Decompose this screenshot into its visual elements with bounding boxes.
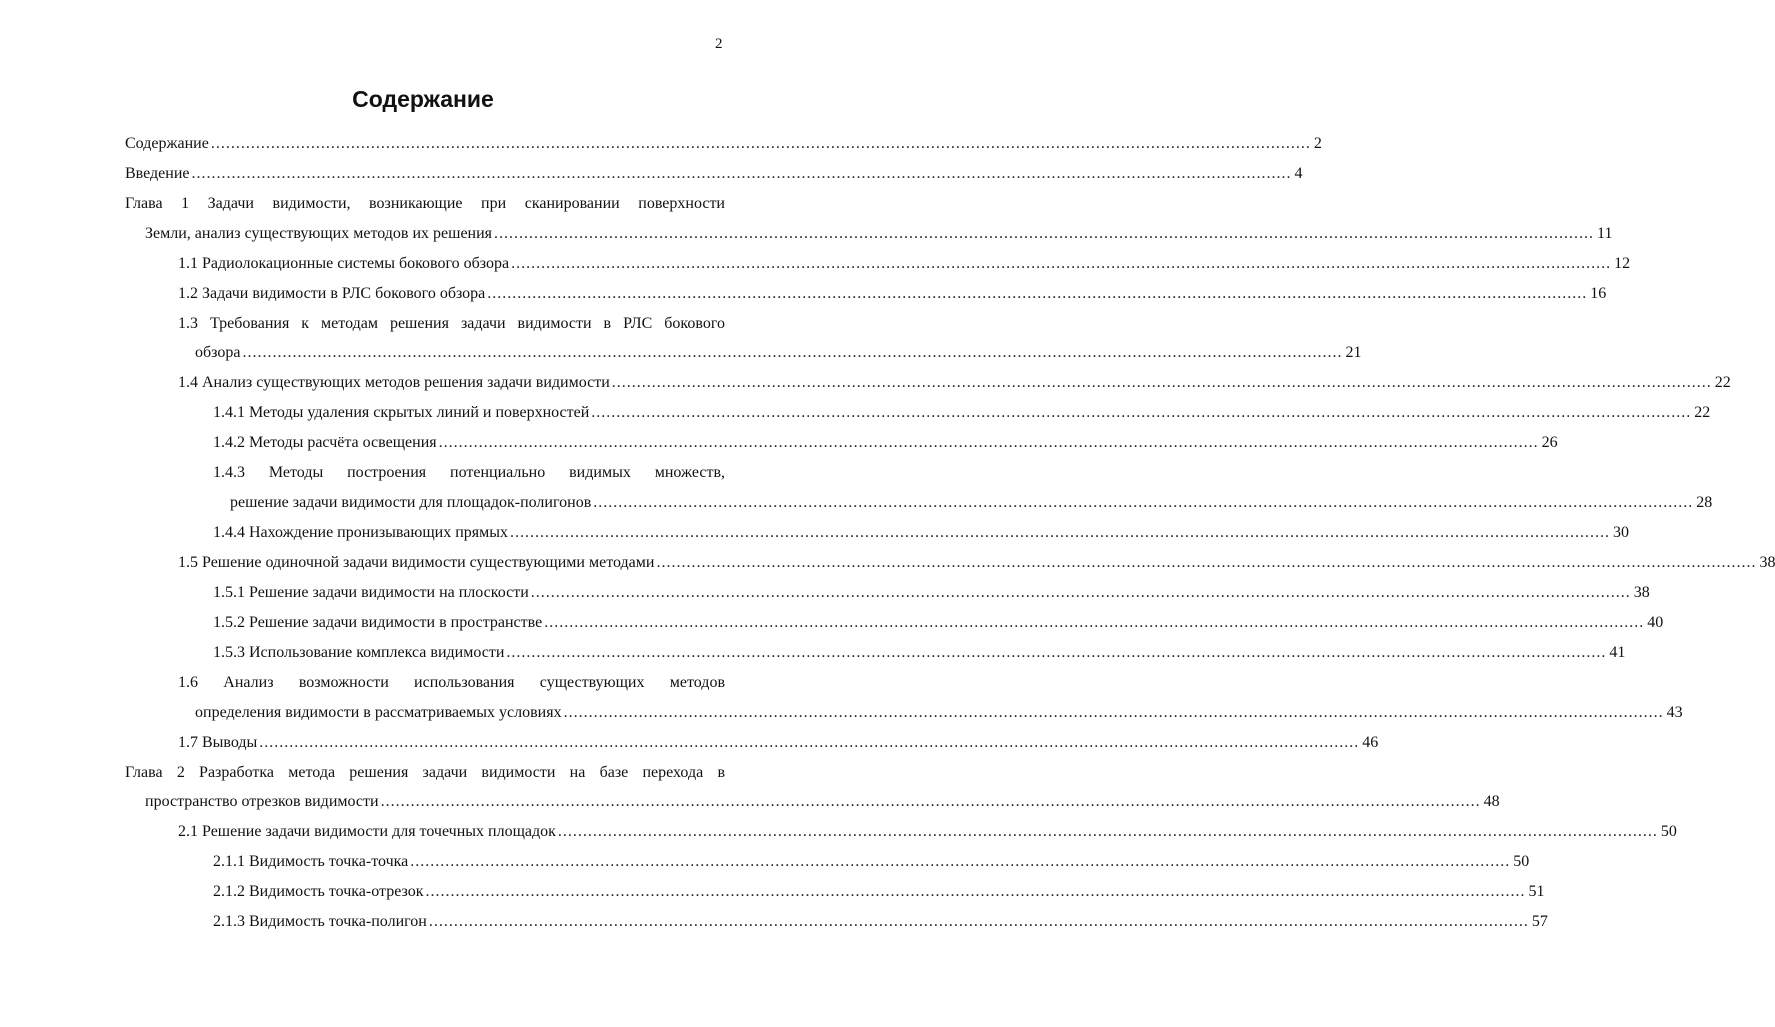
toc-entry-text: 2.1.2 Видимость точка-отрезок <box>213 883 424 900</box>
toc-entry-page: 4 <box>1294 165 1303 182</box>
leader-dots: ............................................................................................................................................................................................................................ <box>410 853 1511 870</box>
toc-entry-text: обзора <box>195 344 241 361</box>
leader-dots: ............................................................................................................................................................................................................................ <box>487 285 1588 302</box>
toc-entry-text: определения видимости в рассматриваемых условиях <box>195 704 562 721</box>
leader-dots: ............................................................................................................................................................................................................................ <box>506 644 1607 661</box>
leader-dots: ............................................................................................................................................................................................................................ <box>210 135 1311 152</box>
toc-entry-first-line: 1.3 Требования к методам решения задачи видимости в РЛС бокового <box>178 315 725 332</box>
toc-entry-text: пространство отрезков видимости <box>145 793 379 810</box>
leader-dots: ............................................................................................................................................................................................................................ <box>563 704 1664 721</box>
toc-entry-text: 1.1 Радиолокационные системы бокового обзора <box>178 255 510 272</box>
toc-entry-page: 50 <box>1660 823 1677 840</box>
toc-entry-page: 38 <box>1633 584 1650 601</box>
page-number: 2 <box>715 36 723 52</box>
toc-entry-page: 38 <box>1759 554 1775 571</box>
toc-entry <box>213 523 1630 543</box>
toc-entry <box>195 703 1683 723</box>
toc-entry-text: 1.5.1 Решение задачи видимости на плоскости <box>213 584 529 601</box>
toc-entry-page: 40 <box>1647 614 1664 631</box>
toc-entry-text: Земли, анализ существующих методов их решения <box>145 225 493 242</box>
leader-dots: ............................................................................................................................................................................................................................ <box>259 734 1360 751</box>
toc-entry-page: 57 <box>1531 913 1548 930</box>
toc-entry <box>178 373 1731 393</box>
leader-dots: ............................................................................................................................................................................................................................ <box>494 225 1595 242</box>
leader-dots: ............................................................................................................................................................................................................................ <box>510 524 1611 541</box>
leader-dots: ............................................................................................................................................................................................................................ <box>557 823 1658 840</box>
toc-entry-text: 1.4 Анализ существующих методов решения задачи видимости <box>178 374 610 391</box>
toc-entry <box>178 733 1379 753</box>
toc-entry-page: 2 <box>1313 135 1322 152</box>
leader-dots: ............................................................................................................................................................................................................................ <box>425 883 1526 900</box>
toc-entry <box>213 852 1530 872</box>
toc-entry-page: 43 <box>1666 704 1683 721</box>
toc-entry-page: 46 <box>1362 734 1379 751</box>
toc-entry-text: 2.1.3 Видимость точка-полигон <box>213 913 427 930</box>
leader-dots: ............................................................................................................................................................................................................................ <box>530 584 1631 601</box>
leader-dots: ............................................................................................................................................................................................................................ <box>611 374 1712 391</box>
toc-entry <box>213 403 1711 423</box>
toc-entry-text: 1.5.2 Решение задачи видимости в пространстве <box>213 614 543 631</box>
toc-entry <box>178 254 1631 274</box>
leader-dots: ............................................................................................................................................................................................................................ <box>656 554 1757 571</box>
toc-entry-text: 2.1 Решение задачи видимости для точечных площадок <box>178 823 556 840</box>
toc-entry <box>195 343 1362 363</box>
toc-entry-text: 1.5 Решение одиночной задачи видимости существующими методами <box>178 554 655 571</box>
toc-entry-text: 1.4.2 Методы расчёта освещения <box>213 434 437 451</box>
toc-entry <box>213 912 1548 932</box>
toc-entry-first-line: Глава 1 Задачи видимости, возникающие при сканировании поверхности <box>125 195 725 212</box>
toc-entry <box>125 134 1322 154</box>
toc-entry <box>213 583 1650 603</box>
leader-dots: ............................................................................................................................................................................................................................ <box>511 255 1612 272</box>
toc-entry <box>145 224 1613 244</box>
toc-entry <box>230 493 1713 513</box>
toc-entry <box>178 822 1677 842</box>
toc-entry-text: 1.4.1 Методы удаления скрытых линий и поверхностей <box>213 404 590 421</box>
toc-entry <box>145 792 1500 812</box>
leader-dots: ............................................................................................................................................................................................................................ <box>438 434 1539 451</box>
toc-entry <box>178 553 1775 573</box>
toc-entry-page: 41 <box>1609 644 1626 661</box>
toc-entry-page: 51 <box>1528 883 1545 900</box>
toc-entry-first-line: 1.4.3 Методы построения потенциально видимых множеств, <box>213 464 725 481</box>
toc-entry-page: 21 <box>1345 344 1362 361</box>
leader-dots: ............................................................................................................................................................................................................................ <box>191 165 1292 182</box>
leader-dots: ............................................................................................................................................................................................................................ <box>380 793 1481 810</box>
toc-entry-first-line: Глава 2 Разработка метода решения задачи видимости на базе перехода в <box>125 764 725 781</box>
leader-dots: ............................................................................................................................................................................................................................ <box>544 614 1645 631</box>
toc-entry-page: 22 <box>1694 404 1711 421</box>
toc-entry-page: 16 <box>1590 285 1607 302</box>
toc-entry <box>213 643 1626 663</box>
toc-entry-page: 11 <box>1597 225 1613 242</box>
toc-entry-page: 22 <box>1714 374 1731 391</box>
toc-entry <box>213 882 1545 902</box>
toc-entry-text: 1.2 Задачи видимости в РЛС бокового обзора <box>178 285 486 302</box>
leader-dots: ............................................................................................................................................................................................................................ <box>428 913 1529 930</box>
toc-entry-first-line: 1.6 Анализ возможности использования существующих методов <box>178 674 725 691</box>
page-title: Содержание <box>352 86 494 112</box>
toc-entry-text: 2.1.1 Видимость точка-точка <box>213 853 409 870</box>
toc-entry-page: 50 <box>1513 853 1530 870</box>
toc-entry-page: 12 <box>1614 255 1631 272</box>
toc-entry-page: 48 <box>1483 793 1500 810</box>
toc-entry <box>213 433 1558 453</box>
toc-entry-page: 30 <box>1613 524 1630 541</box>
leader-dots: ............................................................................................................................................................................................................................ <box>591 404 1692 421</box>
toc-entry-text: Содержание <box>125 135 209 152</box>
toc-entry <box>178 284 1607 304</box>
toc-entry-text: 1.4.4 Нахождение пронизывающих прямых <box>213 524 509 541</box>
toc-entry-text: 1.7 Выводы <box>178 734 258 751</box>
toc-entry-text: 1.5.3 Использование комплекса видимости <box>213 644 505 661</box>
toc-entry-text: решение задачи видимости для площадок-полигонов <box>230 494 592 511</box>
toc-entry <box>213 613 1664 633</box>
leader-dots: ............................................................................................................................................................................................................................ <box>242 344 1343 361</box>
toc-entry <box>125 164 1303 184</box>
toc-entry-page: 28 <box>1696 494 1713 511</box>
toc-entry-text: Введение <box>125 165 190 182</box>
leader-dots: ............................................................................................................................................................................................................................ <box>593 494 1694 511</box>
toc-entry-page: 26 <box>1541 434 1558 451</box>
